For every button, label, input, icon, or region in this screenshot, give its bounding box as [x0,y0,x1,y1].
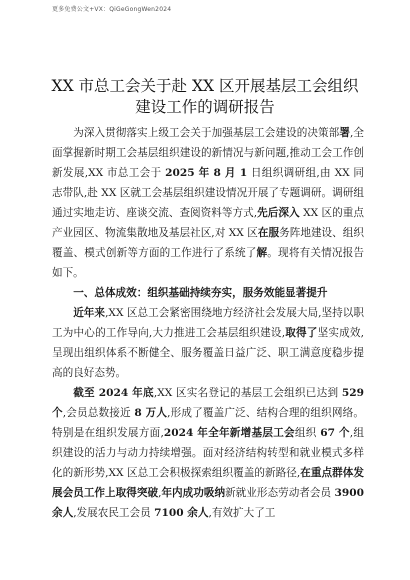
text-run: ,形成了覆盖广泛、结构合理的组织网络。特别是在组织发展方面, [52,407,365,439]
header-note: 更多免费公文+VX：QiGeGongWen2024 [52,6,172,13]
title-line-2: 建设工作的调研报告 [135,98,275,116]
text-run-bold: 先后深入 [257,207,300,219]
text-run: ,有效扩大了工 [208,507,276,519]
text-run: ,会员总数接近 [62,407,135,419]
title-line-1: XX 市总工会关于赴 XX 区开展基层工会组织 [51,77,359,95]
text-run-bold: 在服 [257,227,280,239]
paragraph-achievements [52,303,364,383]
text-run: ,组织建设的活力与动力持续增强。面对经济结构转型和就业模式多样化的新形势,XX 区总工会积极探索组织覆盖的新路径, [52,427,364,479]
text-run-bold: 2024 年全年新增基层工会 [163,427,295,439]
text-run: 。现将有关情况报告如下。 [52,247,365,279]
stat-union-count: 529 个 [52,387,364,419]
text-run-bold: 年内成功吸纳 [161,487,226,499]
document-title [40,76,370,118]
text-run: ,XX 区实名登记的基层工会组织已达到 [153,387,342,399]
text-run: 新就业形态劳动者会员 [225,487,335,499]
text-run-bold: 近年来 [73,307,106,319]
stat-new-unions: 67 个 [320,427,350,439]
text-run: ,XX 区总工会紧密围绕地方经济社会发展大局,坚持以职工为中心的工作导向,大力推进工会基层组织建设, [52,307,365,339]
text-run: 为深入贯彻落实上级工会关于加强基层工会建设的决策部 [73,127,340,139]
text-run: , [158,487,162,499]
text-run: 务阵地建设、组织覆盖、模式创新等方面的工作进行了系统了 [52,227,365,259]
stat-member-count: 8 万人 [134,407,168,419]
text-run-bold: 解 [256,247,268,259]
text-run: 组织 [294,427,321,439]
text-run: 坚实成效,呈现出组织体系不断健全、服务覆盖日益广泛、职工满意度稳步提高的良好态势。 [52,327,365,379]
text-run-bold: 在重点群体发展会员工作上取得突破 [52,467,365,499]
document-body [52,123,364,523]
text-run: ,全面掌握新时期工会基层组织建设的新情况与新问题,推动工会工作创新发展,XX 市总工会于 [52,127,365,179]
stat-migrant-members: 7100 余人 [154,507,209,519]
text-run-bold: 取得了 [285,327,318,339]
text-run-bold: 截至 2024 年底 [73,387,154,399]
stat-new-economy-members: 3900 余人 [52,487,365,519]
date-emphasis: 2025 年 8 月 1 [165,167,248,179]
paragraph-statistics [52,383,364,523]
text-run-bold: 署 [339,127,350,139]
paragraph-intro [52,123,364,283]
text-run: XX 区的重点产业园区、物流集散地及基层社区,对 XX 区 [52,207,364,239]
text-run: 日组织调研组,由 XX 同志带队,赴 XX 区就工会基层组织建设情况开展了专题调研。调研组通过实地走访、座谈交流、查阅资料等方式, [52,167,365,219]
section-heading: 一、总体成效：组织基础持续夯实，服务效能显著提升 [73,287,328,299]
text-run: ,发展农民工会员 [73,507,155,519]
